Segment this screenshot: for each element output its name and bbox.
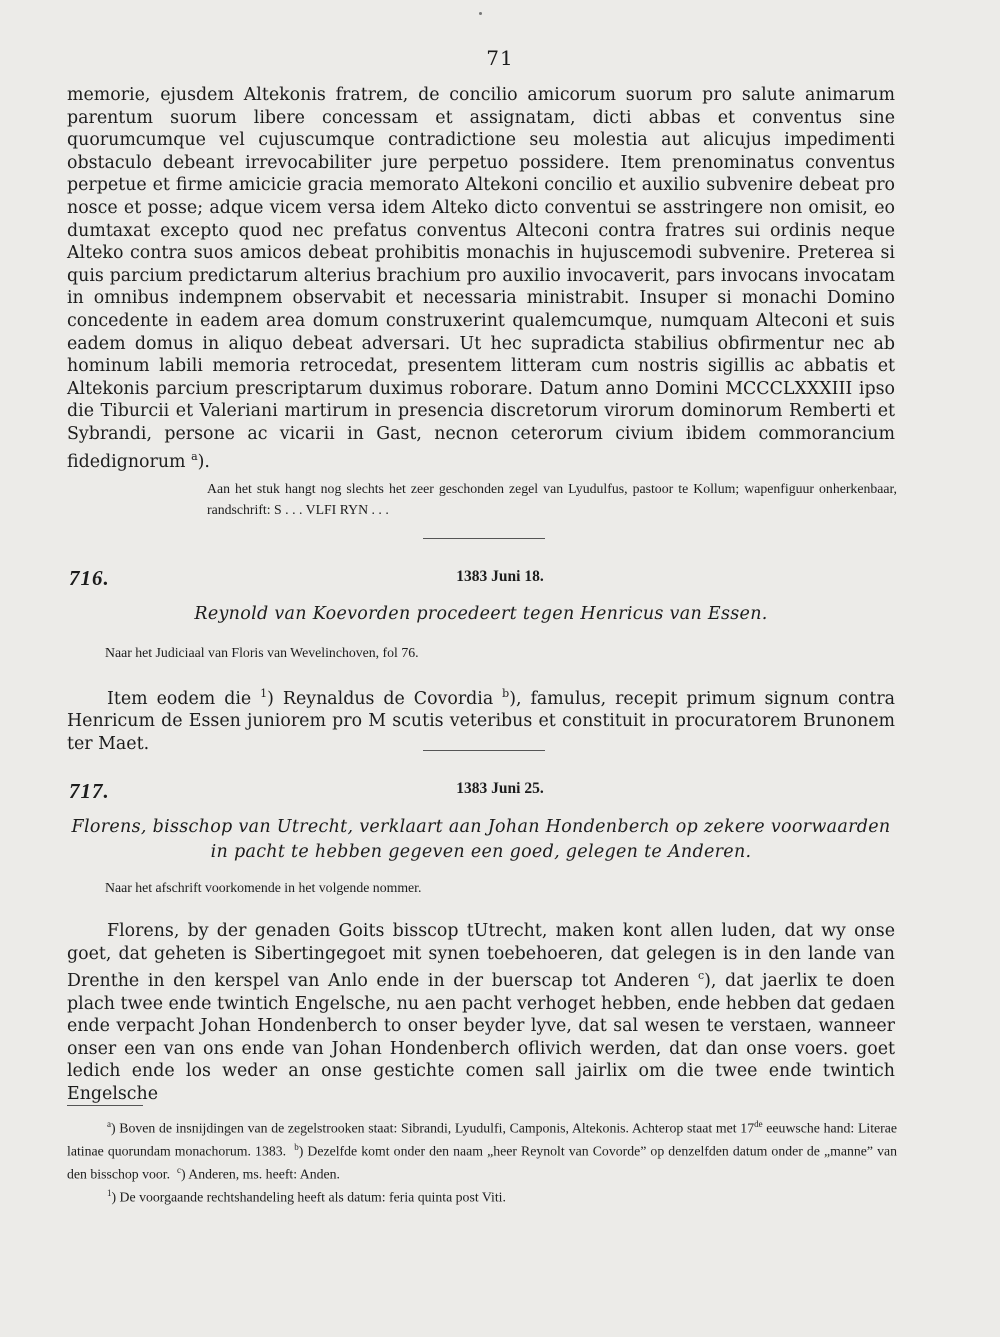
footnote-a-sup: de [754,1119,763,1129]
footnote-mark-a: a [107,1119,111,1129]
doc-717-body [67,920,895,1106]
doc-717-title [67,815,895,865]
footnote-ref-b: b [502,687,510,700]
doc-716-text-c: ), famulus, recepit primum signum contra Henricum de Essen juniorem pro M scutis veteribus et constituit in procuratorem Brunonem ter Maet. [67,688,896,754]
doc-716-text-b: ) Reynaldus de Covordia [267,688,494,709]
doc-715-text-end: ). [197,451,210,472]
footnote-1 [67,1184,897,1207]
footnote-mark-b: b [294,1142,299,1153]
footnote-b-text: ) Dezelfde komt onder den naam „heer Reynolt van Covorde” op denzelfden datum onder de „manne” van den bisschop voor. [67,1143,897,1182]
doc-717-text-a: Florens, by der genaden Goits bisscop tUtrecht, maken kont allen luden, dat wy onse goet, dat geheten is Sibertingegoet mit synen toebehoeren, dat gelegen is in den lande van Drenthe in den kerspel van Anlo ende in der buerscap tot Anderen [67,921,895,991]
section-divider [423,750,545,751]
footnote-1-text: ) De voorgaande rechtshandeling heeft als datum: feria quinta post Viti. [111,1189,506,1205]
page-number: 71 [486,46,514,70]
doc-715-text: memorie, ejusdem Altekonis fratrem, de concilio amicorum suorum pro salute animarum parentum suorum libere concessam et assignatam, dicti abbas et conventus sine quorumcumque vel cujuscumque contradictione seu molestia aut alicujus impedimenti obstaculo debeant irrevocabiliter jure perpetuo possidere. Item prenominatus conventus perpetue et firme amicicie gracia memorato Altekoni concilio et auxilio subvenire debeat pro nosce et posse; adque vicem versa idem Alteko dicto conventui se asstringere non omisit, eo dumtaxat excepto quod nec prefatus conventus Alteconi contra fratres sui ordinis neque Alteko contra suos amicos debeat prohibitis monachis in hujuscemodi subvenire. Preterea si quis parcium predictarum alterius brachium pro auxilio invocaverit, pars invocans invocatam in omnibus indempnem observabit et necessaria ministrabit. Insuper si monachi Domino concedente in eadem area domum construxerint qualemcumque, numquam Alteconi et suis eadem domus in aliquo debeat adversari. Ut hec supradicta stabilius obfirmentur nec ab hominum labili memoria retrocedat, presentem litteram cum nostris sigillis ac abbatis et Altekonis parcium prescriptarum duximus roborare. Datum anno Domini MCCCLXXXIII ipso die Tiburcii et Valeriani martirum in presencia discretorum virorum dominorum Remberti et Sybrandi, persone ac vicarii in Gast, necnon ceterorum civium ibidem commorancium fidedignorum [67,85,895,472]
doc-715-paragraph [67,84,895,473]
doc-716-number: 716. [69,566,110,590]
section-divider [423,538,545,539]
doc-716-date: 1383 Juni 18. [456,568,544,585]
seal-note: Aan het stuk hangt nog slechts het zeer geschonden zegel van Lyudulfus, pastoor te Kollum; wapenfiguur onherkenbaar, randschrift: S . . . VLFI RYN . . . [207,481,897,517]
doc-717-title-line-1: Florens, bisschop van Utrecht, verklaart aan Johan Hondenberch op zekere voorwaarden [71,817,891,837]
footnote-ref-a: a [191,449,198,463]
footnote-mark-c: c [177,1165,181,1176]
print-speck [479,12,482,15]
doc-716-text-a: Item eodem die [107,688,252,709]
doc-716-body [67,683,895,756]
doc-717-text-b: ), dat jaerlix te doen plach twee ende twintich Engelsche, nu aen pacht verhoget hebben, ende hebben dat gedaen ende verpacht Johan Hondenberch to onser beyder lyve, dat sal wesen te verstaen, wanneer onser een van ons ende van Johan Hondenberch oflivich werden, dat dan onse voers. goet ledich ende los weder an onse gestichte comen sall jairlix om die twee ende twintich Engelsche [67,970,895,1104]
doc-716-source: Naar het Judiciaal van Floris van Wevelinchoven, fol 76. [105,645,419,660]
footnote-ref-c: c [697,969,705,983]
footnote-ref-1: 1 [260,687,268,700]
doc-717-paragraph [67,920,895,1106]
footnotes [67,1115,897,1207]
doc-717-title-line-2: in pacht te hebben gegeven een goed, gelegen te Anderen. [210,842,752,862]
doc-717-source: Naar het afschrift voorkomende in het volgende nommer. [105,880,422,895]
footnote-a-text: ) Boven de insnijdingen van de zegelstrooken staat: Sibrandi, Lyudulfi, Camponis, Altekonis. Achterop staat met 17 [111,1120,755,1136]
doc-717-number: 717. [69,779,110,803]
doc-716-title: Reynold van Koevorden procedeert tegen Henricus van Essen. [194,604,768,624]
footnote-mark-1: 1 [107,1188,112,1199]
footnote-divider [67,1105,143,1106]
footnote-c-text: ) Anderen, ms. heeft: Anden. [181,1166,341,1182]
footnote-a-text-2: eeuwsche hand: Literae latinae quorundam monachorum. 1383. [67,1120,898,1159]
doc-716-paragraph [67,683,895,756]
doc-715-body [67,84,895,473]
doc-717-date: 1383 Juni 25. [456,780,544,797]
footnote-a-b-c [67,1115,897,1184]
